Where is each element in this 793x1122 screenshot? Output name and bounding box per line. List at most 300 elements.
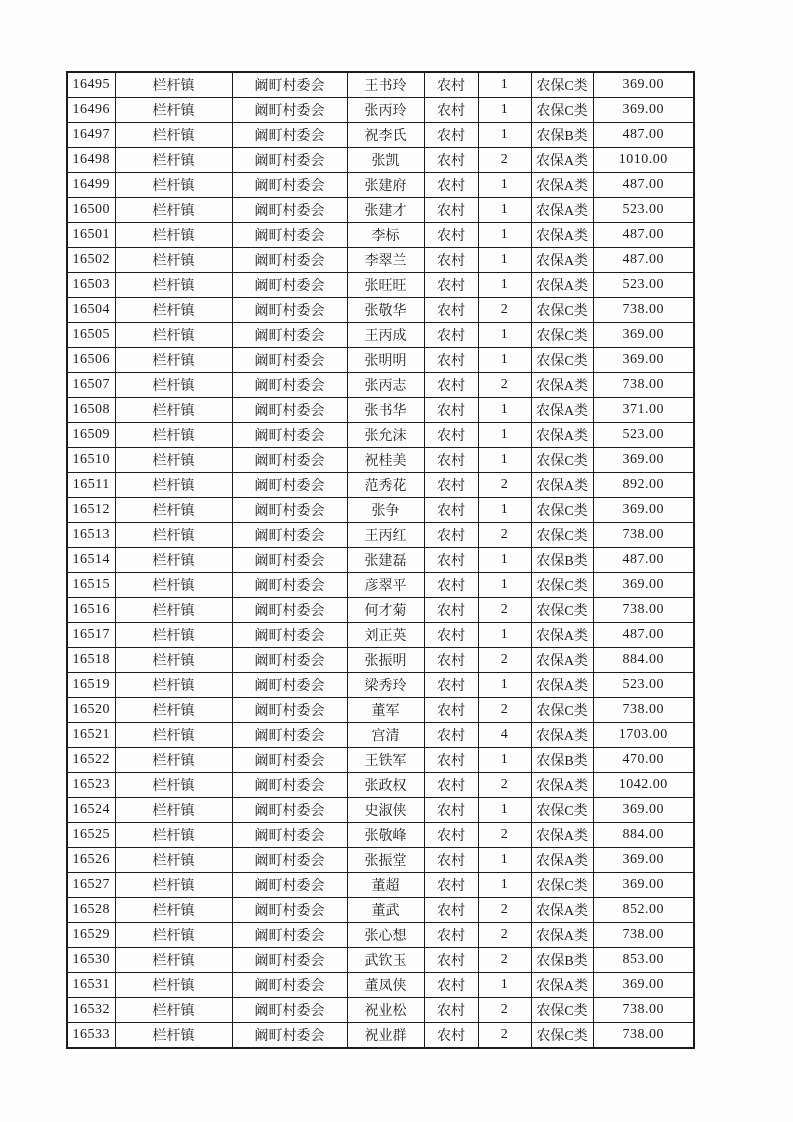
cell-amount: 487.00 — [593, 623, 694, 648]
cell-committee: 阚町村委会 — [232, 548, 347, 573]
cell-committee: 阚町村委会 — [232, 848, 347, 873]
cell-town: 栏杆镇 — [115, 198, 232, 223]
cell-category: 农保A类 — [531, 973, 593, 998]
cell-committee: 阚町村委会 — [232, 823, 347, 848]
cell-id: 16516 — [67, 598, 115, 623]
cell-category: 农保A类 — [531, 398, 593, 423]
cell-category: 农保C类 — [531, 598, 593, 623]
cell-category: 农保C类 — [531, 873, 593, 898]
cell-id: 16514 — [67, 548, 115, 573]
cell-amount: 369.00 — [593, 873, 694, 898]
cell-town: 栏杆镇 — [115, 898, 232, 923]
cell-name: 张丙玲 — [347, 98, 424, 123]
cell-committee: 阚町村委会 — [232, 423, 347, 448]
cell-amount: 1042.00 — [593, 773, 694, 798]
table-row — [67, 72, 694, 98]
cell-residence: 农村 — [424, 973, 478, 998]
cell-residence: 农村 — [424, 1023, 478, 1049]
cell-name: 李翠兰 — [347, 248, 424, 273]
cell-committee: 阚町村委会 — [232, 573, 347, 598]
cell-amount: 1703.00 — [593, 723, 694, 748]
cell-category: 农保A类 — [531, 723, 593, 748]
table-row — [67, 473, 694, 498]
cell-residence: 农村 — [424, 473, 478, 498]
cell-residence: 农村 — [424, 673, 478, 698]
cell-town: 栏杆镇 — [115, 373, 232, 398]
cell-count: 1 — [478, 223, 531, 248]
cell-residence: 农村 — [424, 848, 478, 873]
cell-count: 2 — [478, 648, 531, 673]
table-row — [67, 823, 694, 848]
cell-amount: 1010.00 — [593, 148, 694, 173]
cell-category: 农保C类 — [531, 298, 593, 323]
table-row — [67, 248, 694, 273]
cell-id: 16528 — [67, 898, 115, 923]
cell-amount: 853.00 — [593, 948, 694, 973]
cell-town: 栏杆镇 — [115, 648, 232, 673]
cell-residence: 农村 — [424, 923, 478, 948]
cell-committee: 阚町村委会 — [232, 148, 347, 173]
cell-name: 祝李氏 — [347, 123, 424, 148]
cell-committee: 阚町村委会 — [232, 398, 347, 423]
cell-id: 16502 — [67, 248, 115, 273]
table-row — [67, 298, 694, 323]
pension-roster-table — [66, 71, 695, 1049]
cell-residence: 农村 — [424, 198, 478, 223]
cell-category: 农保C类 — [531, 323, 593, 348]
cell-name: 张敬峰 — [347, 823, 424, 848]
table-row — [67, 873, 694, 898]
cell-category: 农保A类 — [531, 473, 593, 498]
cell-count: 1 — [478, 623, 531, 648]
cell-count: 1 — [478, 573, 531, 598]
cell-town: 栏杆镇 — [115, 423, 232, 448]
cell-committee: 阚町村委会 — [232, 773, 347, 798]
cell-category: 农保A类 — [531, 198, 593, 223]
cell-town: 栏杆镇 — [115, 72, 232, 98]
cell-committee: 阚町村委会 — [232, 873, 347, 898]
table-row — [67, 398, 694, 423]
cell-count: 1 — [478, 123, 531, 148]
cell-committee: 阚町村委会 — [232, 648, 347, 673]
table-row — [67, 123, 694, 148]
cell-amount: 487.00 — [593, 248, 694, 273]
cell-committee: 阚町村委会 — [232, 723, 347, 748]
cell-count: 1 — [478, 173, 531, 198]
cell-name: 张旺旺 — [347, 273, 424, 298]
cell-name: 梁秀玲 — [347, 673, 424, 698]
cell-count: 1 — [478, 423, 531, 448]
cell-committee: 阚町村委会 — [232, 98, 347, 123]
cell-residence: 农村 — [424, 773, 478, 798]
cell-count: 2 — [478, 148, 531, 173]
cell-id: 16513 — [67, 523, 115, 548]
cell-id: 16501 — [67, 223, 115, 248]
cell-count: 2 — [478, 823, 531, 848]
cell-name: 张心想 — [347, 923, 424, 948]
cell-town: 栏杆镇 — [115, 1023, 232, 1049]
cell-committee: 阚町村委会 — [232, 973, 347, 998]
cell-category: 农保A类 — [531, 673, 593, 698]
cell-category: 农保A类 — [531, 848, 593, 873]
cell-amount: 523.00 — [593, 273, 694, 298]
cell-town: 栏杆镇 — [115, 148, 232, 173]
table-row — [67, 998, 694, 1023]
cell-category: 农保A类 — [531, 923, 593, 948]
cell-category: 农保A类 — [531, 373, 593, 398]
cell-committee: 阚町村委会 — [232, 698, 347, 723]
cell-id: 16515 — [67, 573, 115, 598]
table-body — [67, 72, 694, 1048]
cell-amount: 738.00 — [593, 373, 694, 398]
cell-name: 张建才 — [347, 198, 424, 223]
cell-residence: 农村 — [424, 173, 478, 198]
cell-id: 16522 — [67, 748, 115, 773]
cell-count: 2 — [478, 473, 531, 498]
cell-amount: 369.00 — [593, 323, 694, 348]
cell-town: 栏杆镇 — [115, 573, 232, 598]
cell-town: 栏杆镇 — [115, 548, 232, 573]
cell-amount: 738.00 — [593, 523, 694, 548]
cell-id: 16521 — [67, 723, 115, 748]
cell-residence: 农村 — [424, 698, 478, 723]
cell-count: 4 — [478, 723, 531, 748]
cell-count: 2 — [478, 923, 531, 948]
cell-residence: 农村 — [424, 98, 478, 123]
table-row — [67, 498, 694, 523]
table-row — [67, 373, 694, 398]
cell-category: 农保B类 — [531, 748, 593, 773]
table-row — [67, 148, 694, 173]
cell-id: 16508 — [67, 398, 115, 423]
cell-residence: 农村 — [424, 798, 478, 823]
cell-name: 张允沫 — [347, 423, 424, 448]
cell-committee: 阚町村委会 — [232, 498, 347, 523]
table-row — [67, 223, 694, 248]
cell-residence: 农村 — [424, 498, 478, 523]
cell-amount: 369.00 — [593, 573, 694, 598]
cell-amount: 369.00 — [593, 973, 694, 998]
cell-name: 祝业群 — [347, 1023, 424, 1049]
cell-name: 武钦玉 — [347, 948, 424, 973]
cell-name: 张丙志 — [347, 373, 424, 398]
cell-category: 农保C类 — [531, 523, 593, 548]
cell-committee: 阚町村委会 — [232, 798, 347, 823]
table-row — [67, 923, 694, 948]
cell-amount: 738.00 — [593, 698, 694, 723]
cell-amount: 369.00 — [593, 448, 694, 473]
cell-town: 栏杆镇 — [115, 323, 232, 348]
cell-town: 栏杆镇 — [115, 773, 232, 798]
cell-committee: 阚町村委会 — [232, 748, 347, 773]
cell-amount: 487.00 — [593, 548, 694, 573]
cell-category: 农保A类 — [531, 423, 593, 448]
table-row — [67, 748, 694, 773]
cell-name: 王丙红 — [347, 523, 424, 548]
table-row — [67, 323, 694, 348]
cell-count: 2 — [478, 898, 531, 923]
table-row — [67, 348, 694, 373]
cell-amount: 884.00 — [593, 823, 694, 848]
cell-count: 2 — [478, 1023, 531, 1049]
cell-category: 农保C类 — [531, 98, 593, 123]
table-row — [67, 423, 694, 448]
cell-committee: 阚町村委会 — [232, 223, 347, 248]
cell-residence: 农村 — [424, 448, 478, 473]
cell-town: 栏杆镇 — [115, 248, 232, 273]
cell-amount: 884.00 — [593, 648, 694, 673]
cell-id: 16520 — [67, 698, 115, 723]
cell-town: 栏杆镇 — [115, 948, 232, 973]
cell-amount: 369.00 — [593, 72, 694, 98]
table-row — [67, 173, 694, 198]
cell-town: 栏杆镇 — [115, 498, 232, 523]
cell-amount: 487.00 — [593, 223, 694, 248]
cell-count: 2 — [478, 598, 531, 623]
cell-amount: 523.00 — [593, 673, 694, 698]
cell-category: 农保A类 — [531, 898, 593, 923]
cell-residence: 农村 — [424, 598, 478, 623]
cell-name: 张政权 — [347, 773, 424, 798]
cell-count: 1 — [478, 323, 531, 348]
cell-count: 1 — [478, 548, 531, 573]
cell-category: 农保B类 — [531, 123, 593, 148]
cell-amount: 369.00 — [593, 798, 694, 823]
cell-amount: 892.00 — [593, 473, 694, 498]
cell-count: 1 — [478, 973, 531, 998]
table-row — [67, 1023, 694, 1049]
cell-amount: 369.00 — [593, 498, 694, 523]
table-row — [67, 548, 694, 573]
cell-category: 农保A类 — [531, 248, 593, 273]
cell-amount: 470.00 — [593, 748, 694, 773]
cell-amount: 738.00 — [593, 598, 694, 623]
cell-category: 农保A类 — [531, 623, 593, 648]
cell-committee: 阚町村委会 — [232, 1023, 347, 1049]
cell-residence: 农村 — [424, 72, 478, 98]
cell-amount: 738.00 — [593, 998, 694, 1023]
table-row — [67, 798, 694, 823]
cell-residence: 农村 — [424, 373, 478, 398]
cell-committee: 阚町村委会 — [232, 523, 347, 548]
cell-town: 栏杆镇 — [115, 673, 232, 698]
cell-id: 16533 — [67, 1023, 115, 1049]
cell-amount: 487.00 — [593, 123, 694, 148]
cell-name: 彦翠平 — [347, 573, 424, 598]
cell-id: 16527 — [67, 873, 115, 898]
cell-residence: 农村 — [424, 298, 478, 323]
cell-count: 1 — [478, 848, 531, 873]
cell-residence: 农村 — [424, 748, 478, 773]
cell-name: 祝桂美 — [347, 448, 424, 473]
table-row — [67, 948, 694, 973]
cell-id: 16498 — [67, 148, 115, 173]
cell-category: 农保A类 — [531, 823, 593, 848]
cell-amount: 738.00 — [593, 1023, 694, 1049]
table-row — [67, 448, 694, 473]
cell-name: 董超 — [347, 873, 424, 898]
cell-residence: 农村 — [424, 823, 478, 848]
cell-town: 栏杆镇 — [115, 798, 232, 823]
cell-residence: 农村 — [424, 423, 478, 448]
cell-residence: 农村 — [424, 273, 478, 298]
cell-residence: 农村 — [424, 323, 478, 348]
cell-category: 农保A类 — [531, 273, 593, 298]
cell-category: 农保A类 — [531, 173, 593, 198]
cell-count: 1 — [478, 798, 531, 823]
cell-id: 16511 — [67, 473, 115, 498]
cell-town: 栏杆镇 — [115, 848, 232, 873]
cell-committee: 阚町村委会 — [232, 923, 347, 948]
cell-residence: 农村 — [424, 648, 478, 673]
cell-committee: 阚町村委会 — [232, 998, 347, 1023]
table-row — [67, 898, 694, 923]
cell-id: 16510 — [67, 448, 115, 473]
cell-committee: 阚町村委会 — [232, 623, 347, 648]
cell-name: 张振明 — [347, 648, 424, 673]
cell-town: 栏杆镇 — [115, 623, 232, 648]
cell-amount: 738.00 — [593, 298, 694, 323]
cell-amount: 369.00 — [593, 348, 694, 373]
cell-name: 张建府 — [347, 173, 424, 198]
cell-residence: 农村 — [424, 948, 478, 973]
cell-committee: 阚町村委会 — [232, 598, 347, 623]
cell-committee: 阚町村委会 — [232, 72, 347, 98]
cell-count: 1 — [478, 198, 531, 223]
cell-amount: 487.00 — [593, 173, 694, 198]
cell-id: 16507 — [67, 373, 115, 398]
cell-residence: 农村 — [424, 248, 478, 273]
cell-committee: 阚町村委会 — [232, 348, 347, 373]
cell-name: 李标 — [347, 223, 424, 248]
cell-id: 16519 — [67, 673, 115, 698]
cell-town: 栏杆镇 — [115, 998, 232, 1023]
cell-count: 1 — [478, 273, 531, 298]
cell-residence: 农村 — [424, 723, 478, 748]
cell-residence: 农村 — [424, 398, 478, 423]
cell-town: 栏杆镇 — [115, 748, 232, 773]
cell-town: 栏杆镇 — [115, 398, 232, 423]
cell-amount: 369.00 — [593, 848, 694, 873]
cell-residence: 农村 — [424, 123, 478, 148]
cell-category: 农保B类 — [531, 548, 593, 573]
cell-name: 史淑侠 — [347, 798, 424, 823]
cell-count: 1 — [478, 498, 531, 523]
table-row — [67, 623, 694, 648]
cell-name: 王铁军 — [347, 748, 424, 773]
cell-name: 范秀花 — [347, 473, 424, 498]
table-row — [67, 973, 694, 998]
cell-committee: 阚町村委会 — [232, 373, 347, 398]
cell-committee: 阚町村委会 — [232, 173, 347, 198]
cell-id: 16503 — [67, 273, 115, 298]
cell-count: 1 — [478, 873, 531, 898]
cell-name: 张敬华 — [347, 298, 424, 323]
cell-id: 16524 — [67, 798, 115, 823]
cell-id: 16500 — [67, 198, 115, 223]
table-row — [67, 648, 694, 673]
cell-committee: 阚町村委会 — [232, 123, 347, 148]
cell-residence: 农村 — [424, 548, 478, 573]
cell-town: 栏杆镇 — [115, 523, 232, 548]
cell-name: 王丙成 — [347, 323, 424, 348]
cell-town: 栏杆镇 — [115, 448, 232, 473]
cell-category: 农保B类 — [531, 948, 593, 973]
cell-town: 栏杆镇 — [115, 823, 232, 848]
cell-name: 张书华 — [347, 398, 424, 423]
cell-count: 2 — [478, 523, 531, 548]
cell-name: 董武 — [347, 898, 424, 923]
cell-committee: 阚町村委会 — [232, 298, 347, 323]
cell-id: 16497 — [67, 123, 115, 148]
cell-id: 16526 — [67, 848, 115, 873]
cell-id: 16517 — [67, 623, 115, 648]
cell-id: 16525 — [67, 823, 115, 848]
cell-count: 1 — [478, 98, 531, 123]
table-row — [67, 573, 694, 598]
cell-category: 农保C类 — [531, 698, 593, 723]
cell-town: 栏杆镇 — [115, 723, 232, 748]
cell-id: 16518 — [67, 648, 115, 673]
cell-residence: 农村 — [424, 573, 478, 598]
cell-id: 16504 — [67, 298, 115, 323]
table-row — [67, 98, 694, 123]
cell-count: 1 — [478, 673, 531, 698]
table-row — [67, 598, 694, 623]
cell-town: 栏杆镇 — [115, 273, 232, 298]
cell-committee: 阚町村委会 — [232, 323, 347, 348]
cell-category: 农保C类 — [531, 998, 593, 1023]
cell-name: 董军 — [347, 698, 424, 723]
cell-name: 宫清 — [347, 723, 424, 748]
cell-town: 栏杆镇 — [115, 923, 232, 948]
cell-count: 2 — [478, 948, 531, 973]
cell-residence: 农村 — [424, 873, 478, 898]
cell-name: 张争 — [347, 498, 424, 523]
cell-residence: 农村 — [424, 998, 478, 1023]
cell-category: 农保C类 — [531, 1023, 593, 1049]
cell-committee: 阚町村委会 — [232, 448, 347, 473]
cell-id: 16530 — [67, 948, 115, 973]
cell-id: 16509 — [67, 423, 115, 448]
cell-amount: 738.00 — [593, 923, 694, 948]
cell-committee: 阚町村委会 — [232, 198, 347, 223]
cell-name: 张明明 — [347, 348, 424, 373]
cell-amount: 523.00 — [593, 423, 694, 448]
cell-name: 祝业松 — [347, 998, 424, 1023]
cell-count: 1 — [478, 348, 531, 373]
cell-town: 栏杆镇 — [115, 98, 232, 123]
cell-residence: 农村 — [424, 898, 478, 923]
cell-count: 1 — [478, 448, 531, 473]
cell-id: 16532 — [67, 998, 115, 1023]
cell-residence: 农村 — [424, 523, 478, 548]
cell-id: 16531 — [67, 973, 115, 998]
cell-category: 农保C类 — [531, 573, 593, 598]
cell-id: 16512 — [67, 498, 115, 523]
cell-count: 1 — [478, 398, 531, 423]
cell-id: 16505 — [67, 323, 115, 348]
cell-category: 农保C类 — [531, 448, 593, 473]
cell-count: 1 — [478, 72, 531, 98]
cell-town: 栏杆镇 — [115, 223, 232, 248]
cell-name: 王书玲 — [347, 72, 424, 98]
cell-town: 栏杆镇 — [115, 598, 232, 623]
cell-count: 2 — [478, 298, 531, 323]
cell-category: 农保A类 — [531, 648, 593, 673]
cell-town: 栏杆镇 — [115, 873, 232, 898]
cell-count: 1 — [478, 748, 531, 773]
